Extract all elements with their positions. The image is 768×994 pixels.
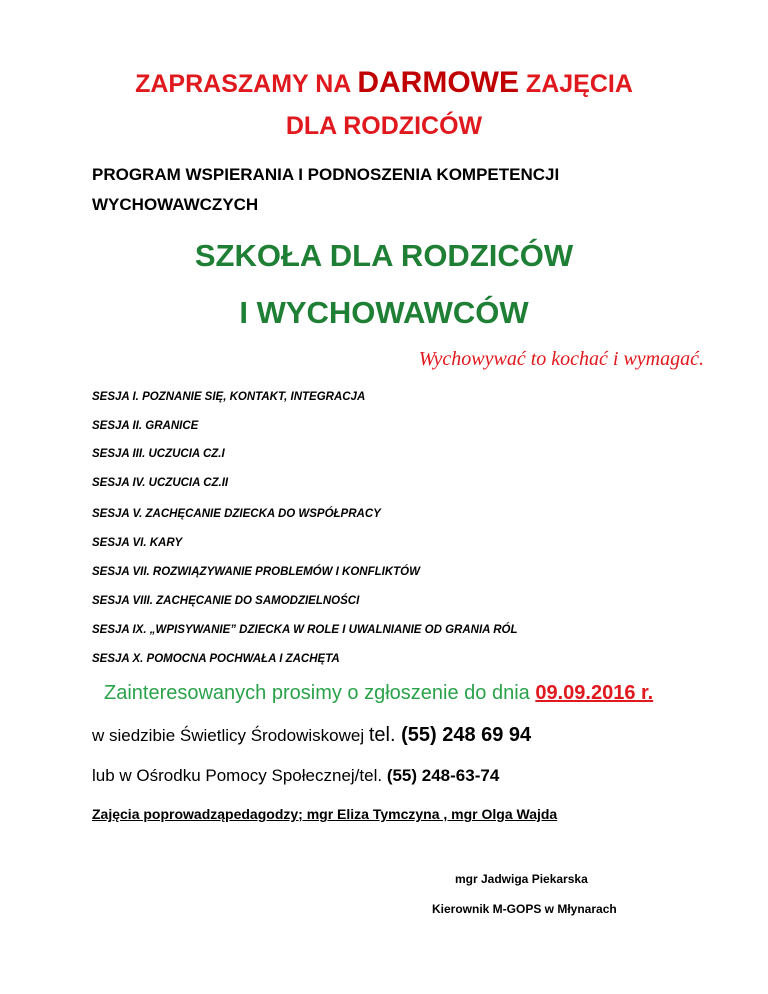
header-subtitle: DLA RODZICÓW	[285, 112, 483, 140]
contact-line-2	[92, 766, 499, 786]
school-title-line-2: I WYCHOWAWCÓW	[239, 295, 529, 330]
contact-location: w siedzibie Świetlicy Środowiskowej	[92, 726, 369, 745]
session-item: SESJA IX. „WPISYWANIE” DZIECKA W ROLE I UWALNIANIE OD GRANIA RÓL	[92, 624, 518, 636]
signature-name: mgr Jadwiga Piekarska	[455, 872, 588, 886]
session-item: SESJA IV. UCZUCIA CZ.II	[92, 477, 229, 489]
contact-office: lub w Ośrodku Pomocy Społecznej/tel.	[92, 766, 387, 785]
staff-line: Zajęcia poprowadząpedagodzy; mgr Eliza Tymczyna , mgr Olga Wajda	[92, 806, 558, 822]
header-title-free: DARMOWE	[357, 66, 519, 99]
registration-text: Zainteresowanych prosimy o zgłoszenie do dnia	[104, 682, 536, 704]
session-item: SESJA VIII. ZACHĘCANIE DO SAMODZIELNOŚCI	[92, 595, 360, 607]
session-item: SESJA II. GRANICE	[92, 420, 199, 432]
session-item: SESJA X. POMOCNA POCHWAŁA I ZACHĘTA	[92, 653, 340, 665]
header-title	[0, 66, 768, 100]
session-item: SESJA I. POZNANIE SIĘ, KONTAKT, INTEGRACJA	[92, 391, 366, 403]
registration-date: 09.09.2016 r.	[535, 682, 654, 704]
session-item: SESJA VII. ROZWIĄZYWANIE PROBLEMÓW I KONFLIKTÓW	[92, 566, 420, 578]
contact-tel-label: tel.	[368, 724, 402, 746]
contact-phone-1: (55) 248 69 94	[401, 724, 532, 746]
signature-title: Kierownik M-GOPS w Młynarach	[432, 902, 617, 916]
header-title-part3: ZAJĘCIA	[518, 70, 633, 98]
registration-deadline	[104, 682, 653, 705]
session-item: SESJA III. UCZUCIA CZ.I	[92, 448, 225, 460]
program-line-2: WYCHOWAWCZYCH	[92, 195, 259, 214]
session-item: SESJA VI. KARY	[92, 537, 183, 549]
school-title-line-1: SZKOŁA DLA RODZICÓW	[194, 238, 574, 273]
contact-phone-2: (55) 248-63-74	[386, 766, 500, 785]
program-line-1: PROGRAM WSPIERANIA I PODNOSZENIA KOMPETENCJI	[92, 165, 560, 184]
header-title-part1: ZAPRASZAMY NA	[135, 70, 358, 98]
motto: Wychowywać to kochać i wymagać.	[418, 348, 704, 370]
contact-line-1	[92, 724, 531, 747]
session-item: SESJA V. ZACHĘCANIE DZIECKA DO WSPÓŁPRACY	[92, 508, 381, 520]
